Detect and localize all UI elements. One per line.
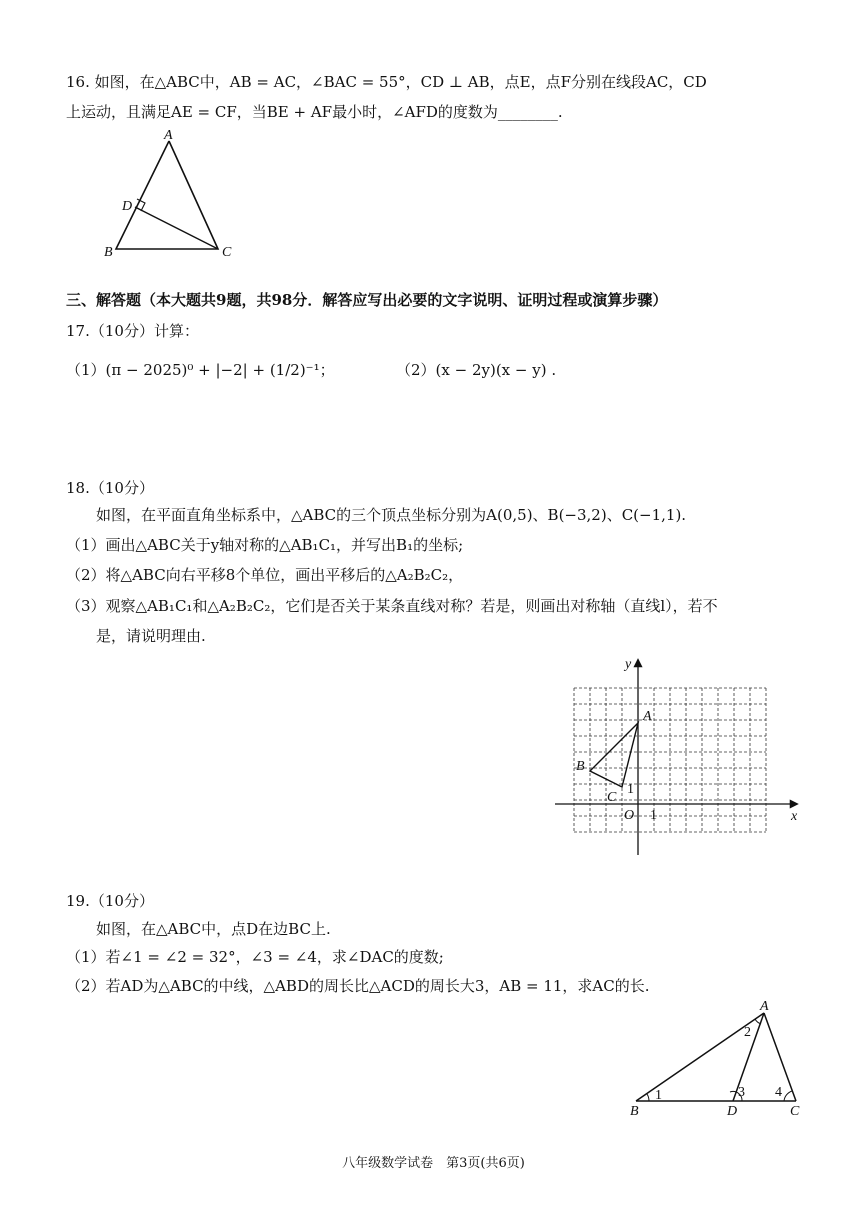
q17-part2: （2）(x − 2y)(x − y) . xyxy=(396,361,557,379)
section3-heading: 三、解答题（本大题共9题，共98分．解答应写出必要的文字说明、证明过程或演算步骤） xyxy=(66,291,668,309)
q18-label-O: O xyxy=(624,808,635,823)
q16-label-A: A xyxy=(164,128,173,143)
q19-angle-3: 3 xyxy=(738,1085,745,1100)
q16-line1: 16. 如图，在△ABC中，AB = AC，∠BAC = 55°，CD ⊥ AB，点E，点F分别在线段AC，CD xyxy=(66,73,707,91)
q18-intro: 如图，在平面直角坐标系中，△ABC的三个顶点坐标分别为A(0,5)、B(−3,2)、C(−1,1). xyxy=(96,506,687,524)
q19-label-B: B xyxy=(630,1104,639,1119)
q18-part3-line1: （3）观察△AB₁C₁和△A₂B₂C₂，它们是否关于某条直线对称？若是，则画出对称轴（直线l），若不 xyxy=(66,597,718,615)
q19-intro: 如图，在△ABC中，点D在边BC上. xyxy=(96,920,331,938)
q18-part3-line2: 是，请说明理由. xyxy=(96,627,206,645)
page-footer: 八年级数学试卷 第3页(共6页) xyxy=(342,1156,525,1171)
q19-part2: （2）若AD为△ABC的中线，△ABD的周长比△ACD的周长大3，AB = 11，求AC的长. xyxy=(66,977,650,995)
q16-triangle-figure xyxy=(95,125,255,265)
q19-angle-4: 4 xyxy=(775,1085,782,1100)
q19-header: 19.（10分） xyxy=(66,892,154,910)
q17-part1: （1）(π − 2025)⁰ + |−2| + (1/2)⁻¹； xyxy=(66,361,335,379)
q17-header: 17.（10分）计算： xyxy=(66,322,199,340)
q18-label-B: B xyxy=(576,759,585,774)
q18-grid-lines xyxy=(574,688,766,832)
q18-label-x: x xyxy=(791,809,798,824)
q18-label-one-x: 1 xyxy=(650,808,657,823)
q19-triangle-figure xyxy=(620,995,810,1120)
q19-part1: （1）若∠1 = ∠2 = 32°，∠3 = ∠4，求∠DAC的度数; xyxy=(66,948,444,966)
q19-label-D: D xyxy=(727,1104,738,1119)
q18-header: 18.（10分） xyxy=(66,479,154,497)
q16-label-C: C xyxy=(222,245,232,260)
q18-triangle-ABC xyxy=(590,723,638,787)
q16-line2: 上运动，且满足AE = CF，当BE + AF最小时，∠AFD的度数为________. xyxy=(66,103,563,121)
q18-label-one-y: 1 xyxy=(627,782,634,797)
q18-label-A: A xyxy=(643,709,652,724)
q16-label-B: B xyxy=(104,245,113,260)
q18-part2: （2）将△ABC向右平移8个单位，画出平移后的△A₂B₂C₂， xyxy=(66,566,464,584)
q18-label-C: C xyxy=(607,790,617,805)
q19-angle-1: 1 xyxy=(655,1088,662,1103)
q18-label-y: y xyxy=(625,657,632,672)
q19-label-A: A xyxy=(760,999,769,1014)
q18-coordinate-grid xyxy=(545,652,810,862)
q19-angle-2: 2 xyxy=(744,1025,751,1040)
q18-part1: （1）画出△ABC关于y轴对称的△AB₁C₁，并写出B₁的坐标; xyxy=(66,536,464,554)
q16-label-D: D xyxy=(122,199,133,214)
q19-label-C: C xyxy=(790,1104,800,1119)
